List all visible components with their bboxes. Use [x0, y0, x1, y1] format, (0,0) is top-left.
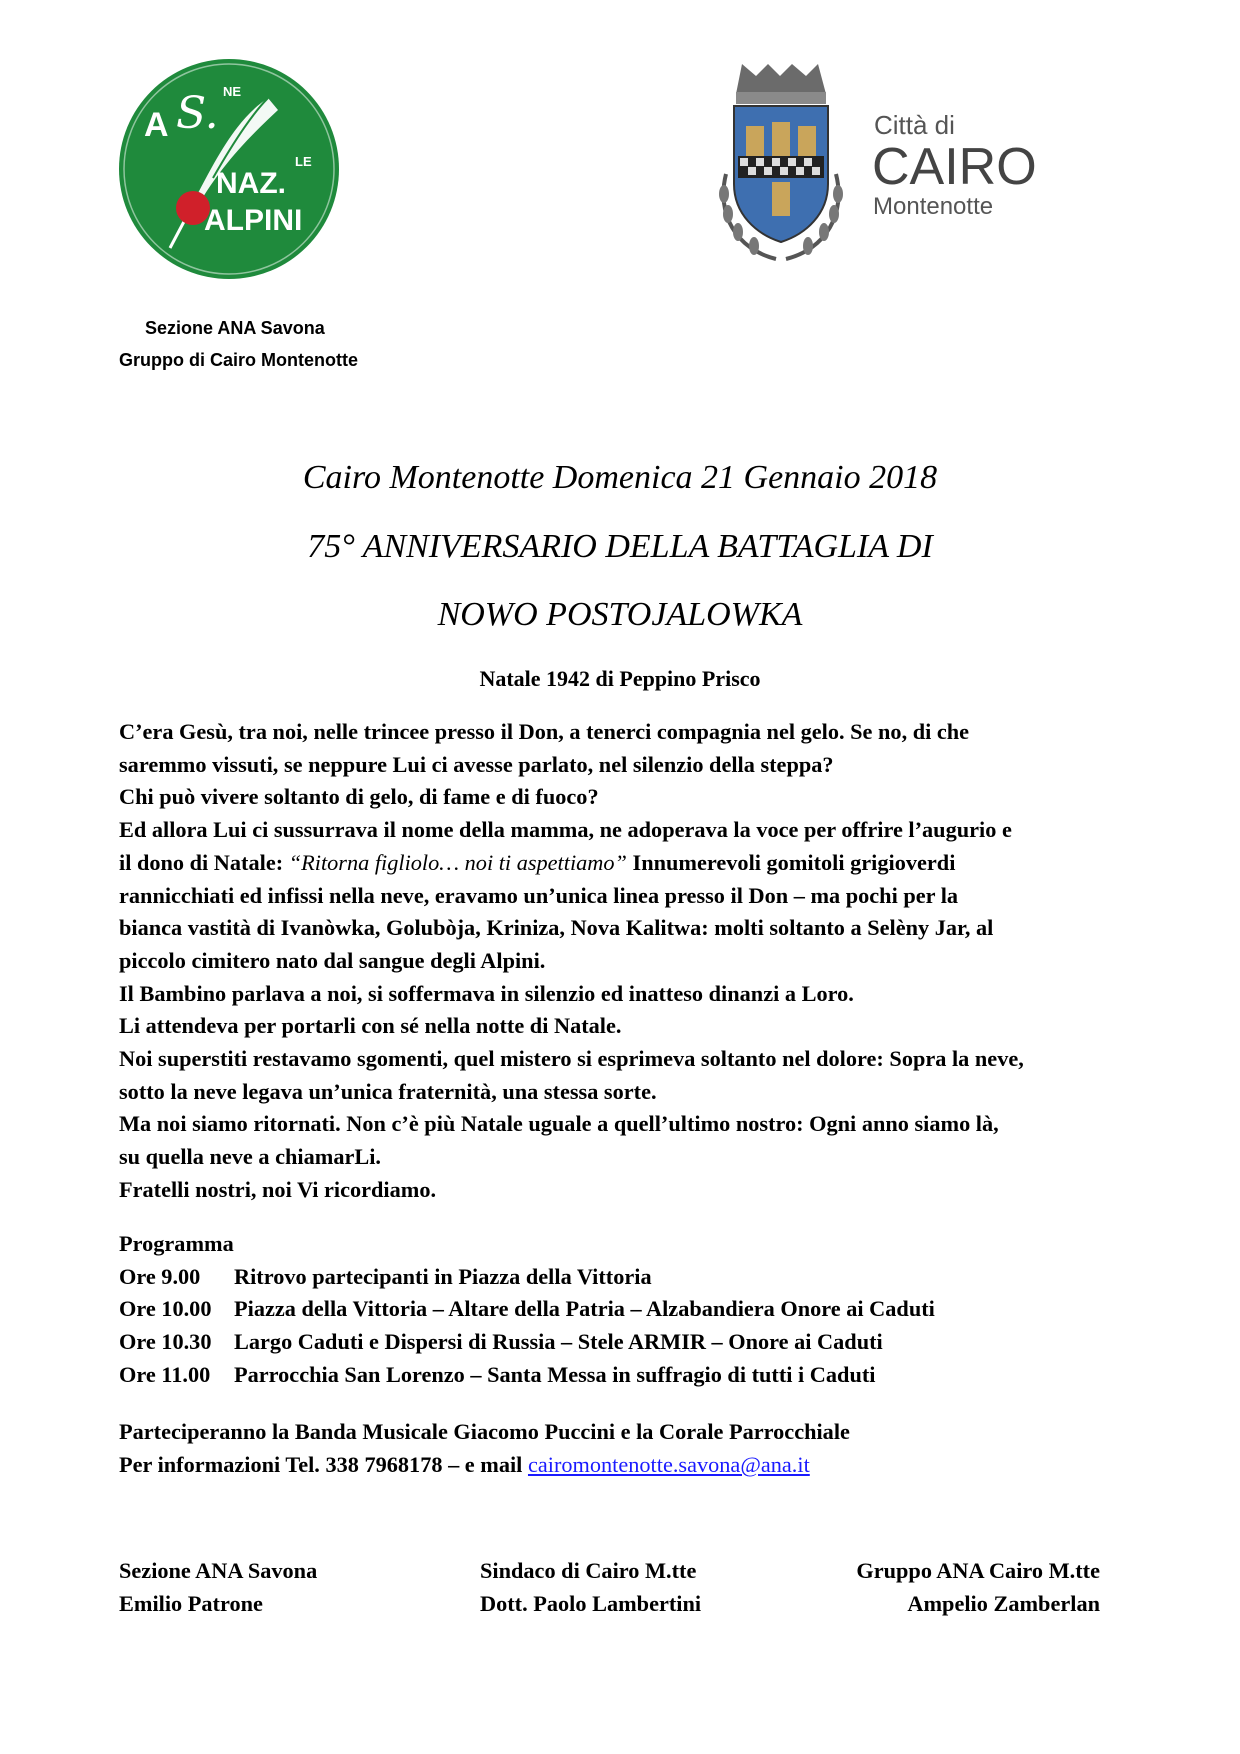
poem-line: sotto la neve legava un’unica fraternità, una stessa sorte. — [119, 1078, 657, 1104]
program-time: Ore 11.00 — [119, 1361, 211, 1387]
cairo-logo-citta: Città di — [874, 110, 955, 140]
cairo-logo-cairo: CAIRO — [872, 138, 1037, 196]
ana-logo — [118, 58, 340, 280]
poem-line: rannicchiati ed infissi nella neve, eravamo un’unica linea presso il Don – ma pochi per la — [119, 882, 959, 908]
program-item — [119, 1293, 935, 1326]
poem-text: Innumerevoli gomitoli grigioverdi — [626, 849, 956, 875]
poem-line — [119, 847, 1139, 880]
program-text: Piazza della Vittoria – Altare della Patria – Alzabandiera Onore ai Caduti — [234, 1296, 935, 1322]
signature-right-title: Gruppo ANA Cairo M.tte — [856, 1558, 1100, 1583]
signature-left — [119, 1555, 317, 1620]
poem-line: Il Bambino parlava a noi, si soffermava in silenzio ed inatteso dinanzi a Loro. — [119, 980, 854, 1006]
program-time: Ore 9.00 — [119, 1263, 201, 1289]
signature-right — [856, 1555, 1100, 1620]
contact-line — [119, 1449, 850, 1482]
program-text: Parrocchia San Lorenzo – Santa Messa in suffragio di tutti i Caduti — [234, 1361, 876, 1387]
title-battle: NOWO POSTOJALOWKA — [437, 596, 803, 633]
ana-logo-letter-s: S. — [176, 88, 219, 139]
ana-logo-alpini: ALPINI — [204, 204, 303, 237]
poem-line: C’era Gesù, tra noi, nelle trincee presso il Don, a tenerci compagnia nel gelo. Se no, di che — [119, 719, 970, 744]
poem-quote: “Ritorna figliolo… noi ti aspettiamo” — [288, 849, 627, 875]
signature-left-title: Sezione ANA Savona — [119, 1558, 318, 1583]
contact-prefix: Per informazioni Tel. 338 7968178 – e mail — [119, 1451, 528, 1477]
ana-logo-sup-le: LE — [295, 154, 312, 169]
program-time: Ore 10.30 — [119, 1329, 212, 1355]
program-text: Ritrovo partecipanti in Piazza della Vittoria — [234, 1263, 652, 1289]
ana-logo-letter-a: A — [144, 106, 169, 144]
signature-center-title: Sindaco di Cairo M.tte — [480, 1558, 697, 1583]
ana-logo-sup-ne: NE — [223, 84, 242, 99]
poem-line: Li attendeva per portarli con sé nella notte di Natale. — [119, 1013, 622, 1039]
poem-line: Noi superstiti restavamo sgomenti, quel mistero si esprimeva soltanto nel dolore: Sopra la neve, — [119, 1046, 1024, 1072]
program — [119, 1228, 935, 1392]
signature-center-name: Dott. Paolo Lambertini — [480, 1590, 702, 1616]
cairo-crest-logo — [716, 64, 1086, 289]
poem-line: saremmo vissuti, se neppure Lui ci avesse parlato, nel silenzio della steppa? — [119, 751, 834, 777]
program-item — [119, 1326, 935, 1359]
title-date: Cairo Montenotte Domenica 21 Gennaio 2018 — [302, 459, 938, 496]
poem-line: bianca vastità di Ivanòwka, Golubòja, Kriniza, Nova Kalitwa: molti soltanto a Selèny Jar, al — [119, 915, 994, 941]
program-heading: Programma — [119, 1231, 234, 1256]
email-link[interactable]: cairomontenotte.savona@ana.it — [527, 1451, 810, 1477]
poem-body — [119, 716, 1139, 1207]
signature-center — [480, 1555, 701, 1620]
poem-line: Ed allora Lui ci sussurrava il nome della mamma, ne adoperava la voce per offrire l’augurio e — [119, 817, 1012, 843]
cairo-logo-montenotte: Montenotte — [873, 193, 994, 220]
title-anniversary: 75° ANNIVERSARIO DELLA BATTAGLIA DI — [307, 528, 933, 565]
section-label: Sezione ANA Savona — [145, 318, 325, 338]
program-item — [119, 1359, 935, 1392]
poem-subtitle: Natale 1942 di Peppino Prisco — [479, 666, 761, 691]
poem-line: Fratelli nostri, noi Vi ricordiamo. — [119, 1176, 437, 1202]
program-text: Largo Caduti e Dispersi di Russia – Stele ARMIR – Onore ai Caduti — [234, 1329, 883, 1355]
poem-line: Chi può vivere soltanto di gelo, di fame e di fuoco? — [119, 784, 599, 810]
program-item — [119, 1261, 935, 1294]
info-block — [119, 1416, 850, 1481]
poem-line: su quella neve a chiamarLi. — [119, 1144, 381, 1170]
ana-logo-naz: NAZ. — [216, 167, 286, 200]
signature-left-name: Emilio Patrone — [119, 1590, 263, 1616]
program-time: Ore 10.00 — [119, 1296, 212, 1322]
poem-line: piccolo cimitero nato dal sangue degli Alpini. — [119, 947, 546, 973]
group-label: Gruppo di Cairo Montenotte — [119, 350, 358, 370]
bands-note: Parteciperanno la Banda Musicale Giacomo Puccini e la Corale Parrocchiale — [119, 1419, 850, 1444]
poem-text: il dono di Natale: — [119, 849, 289, 875]
poem-line: Ma noi siamo ritornati. Non c’è più Natale uguale a quell’ultimo nostro: Ogni anno siamo là, — [119, 1111, 999, 1137]
signature-right-name: Ampelio Zamberlan — [907, 1590, 1100, 1616]
